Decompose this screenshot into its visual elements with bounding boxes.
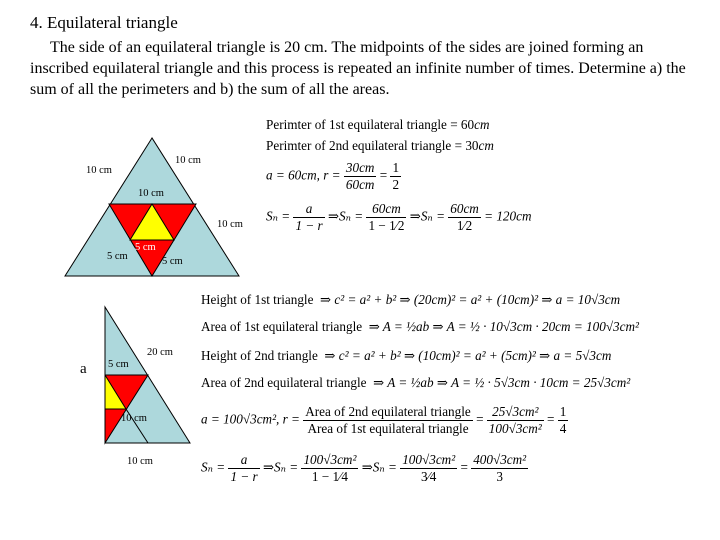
fig2-side-label: a <box>80 361 87 377</box>
fig1-label-mid-top: 10 cm <box>138 188 164 199</box>
figure-half-triangle <box>100 300 200 450</box>
fig2-label-5cm: 5 cm <box>108 359 129 370</box>
problem-text: The side of an equilateral triangle is 20 cm. The midpoints of the sides are joined forming an inscribed equilateral triangle and this process is repeated an infinite number of times. Determine a) the sum of all the perimeters and b) the sum of all the areas. <box>30 39 686 98</box>
fig2-label-10cm-base: 10 cm <box>127 456 153 467</box>
fig1-label-bottom-mid: 5 cm <box>162 256 183 267</box>
fig1-label-bottom-left: 5 cm <box>107 251 128 262</box>
perimeter-line-1: Perimter of 1st equilateral triangle = 60cm <box>266 117 490 132</box>
area-ratio-eq: a = 100√3cm², r = $\frac{\text{Area of 2nd equilateral triangle}}{\text{Area of 1st equilateral triangle}}$ = $\frac{\text{25√3cm²}}{\text{100√3cm²}}$ = $\frac{1}{4}$ <box>201 404 567 436</box>
fig1-label-right-side: 10 cm <box>175 155 201 166</box>
area-sum-eq: Sₙ = $\frac{a}{1 - r}$ ⇒Sₙ = $\frac{\text{100√3cm²}}{1 - 1⁄4}$ ⇒Sₙ = $\frac{\text{100√3cm²}}{3⁄4}$ = $\frac{\text{400√3cm²}}{3}$ <box>201 452 527 484</box>
figure-nested-triangles <box>55 128 265 278</box>
perimeter-ratio-eq: a = 60cm, r = $\frac{30cm}{60cm}$ = $\frac{1}{2}$ <box>266 160 400 192</box>
perimeter-line-2: Perimter of 2nd equilateral triangle = 30cm <box>266 138 494 153</box>
height-2nd-eq: Height of 2nd triangle ⇒ c² = a² + b² ⇒ (10cm)² = a² + (5cm)² ⇒ a = 5√3cm <box>201 348 612 363</box>
problem-statement <box>30 37 690 100</box>
fig2-label-20cm: 20 cm <box>147 347 173 358</box>
problem-heading: 4. Equilateral triangle <box>30 13 178 32</box>
area-1st-eq: Area of 1st equilateral triangle ⇒ A = ½ab ⇒ A = ½ · 10√3cm · 20cm = 100√3cm² <box>201 319 639 334</box>
area-2nd-eq: Area of 2nd equilateral triangle ⇒ A = ½ab ⇒ A = ½ · 5√3cm · 10cm = 25√3cm² <box>201 375 631 390</box>
fig1-label-left-side: 10 cm <box>86 165 112 176</box>
fig1-label-inner: 5 cm <box>135 242 156 253</box>
fig1-label-bottom-right: 10 cm <box>217 219 243 230</box>
perimeter-sum-eq: Sₙ = $\frac{a}{1 - r}$ ⇒Sₙ = $\frac{60cm}{1 - 1⁄2}$ ⇒Sₙ = $\frac{60cm}{1⁄2}$ = 120cm <box>266 201 532 233</box>
fig2-label-10cm-inner: 10 cm <box>121 413 147 424</box>
height-1st-eq: Height of 1st triangle ⇒ c² = a² + b² ⇒ (20cm)² = a² + (10cm)² ⇒ a = 10√3cm <box>201 292 621 307</box>
